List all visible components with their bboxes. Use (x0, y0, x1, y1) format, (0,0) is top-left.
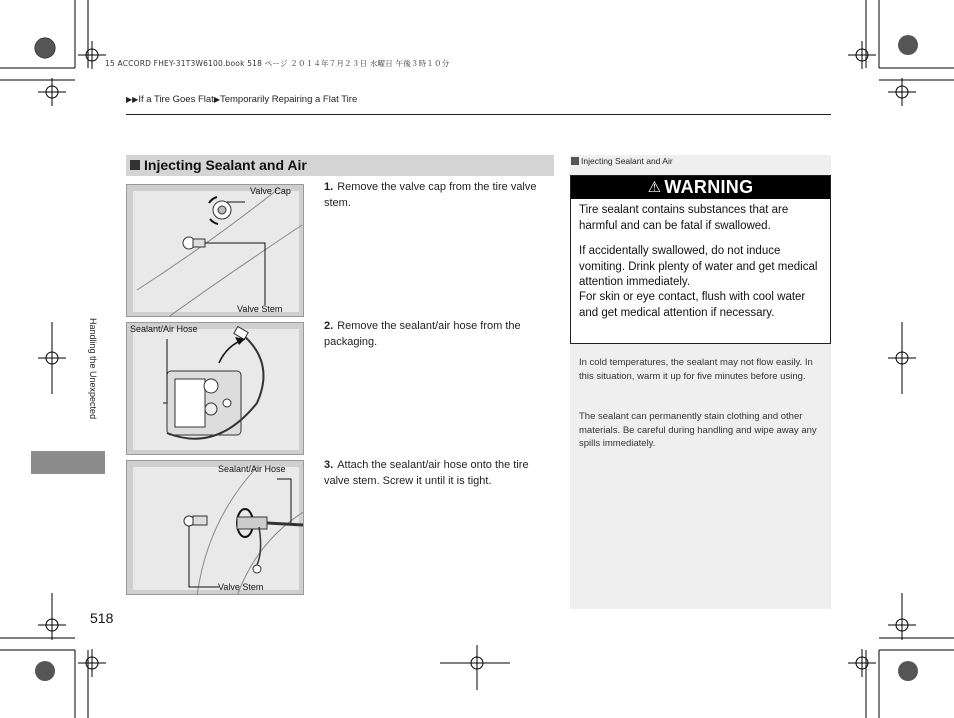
breadcrumb-arrows: ▶▶ (126, 95, 139, 104)
section-marker-icon (130, 160, 140, 170)
page-number: 518 (90, 610, 114, 626)
step-1 (324, 179, 554, 211)
valve-cap-illustration (127, 185, 304, 317)
step-number: 1. (324, 181, 334, 193)
chapter-label: Handling the Unexpected (88, 318, 98, 420)
breadcrumb-separator: ▶ (213, 95, 220, 104)
step-number: 3. (324, 459, 334, 471)
figure-valve-cap (126, 184, 304, 317)
warning-header (571, 176, 830, 199)
label-valve-stem: Valve Stem (237, 304, 283, 314)
step-text: Attach the sealant/air hose onto the tire valve stem. Screw it until it is tight. (324, 459, 529, 487)
warning-box (570, 175, 831, 344)
sealant-kit-illustration (127, 323, 304, 455)
figure-sealant-hose (126, 322, 304, 455)
reference-marker-icon (571, 157, 579, 165)
warning-title: WARNING (664, 177, 754, 197)
note-stain: The sealant can permanently stain clothing and other materials. Be careful during handling and wipe away any spills immediately. (579, 411, 817, 449)
label-sealant-air-hose: Sealant/Air Hose (130, 324, 198, 334)
section-header (126, 155, 554, 176)
label-sealant-air-hose: Sealant/Air Hose (218, 464, 286, 474)
label-valve-stem: Valve Stem (218, 582, 264, 592)
sidebar-heading: Injecting Sealant and Air (571, 156, 673, 166)
step-2 (324, 318, 554, 350)
chapter-tab[interactable] (31, 451, 105, 474)
section-title: Injecting Sealant and Air (144, 157, 307, 173)
warning-triangle-icon: ⚠ (647, 179, 662, 196)
warning-text: Tire sealant contains substances that are harmful and can be fatal if swallowed. (579, 204, 789, 232)
print-header: 15 ACCORD FHEY-31T3W6100.book 518 ページ ２０１４年７月２３日 水曜日 午後３時１０分 (105, 59, 450, 68)
breadcrumb-item-repair[interactable]: Temporarily Repairing a Flat Tire (219, 94, 358, 105)
warning-text: For skin or eye contact, flush with cool water and get medical attention if necessary. (579, 291, 806, 319)
figure-attach-hose (126, 460, 304, 595)
note-cold-temperature: In cold temperatures, the sealant may not flow easily. In this situation, warm it up for five minutes before using. (579, 357, 813, 382)
label-valve-cap: Valve Cap (250, 186, 291, 196)
header-rule (126, 114, 831, 115)
step-text: Remove the sealant/air hose from the packaging. (324, 320, 521, 348)
warning-text: If accidentally swallowed, do not induce vomiting. Drink plenty of water and get medical attention immediately. (579, 245, 818, 288)
breadcrumb-item-flat-tire[interactable]: If a Tire Goes Flat (138, 94, 214, 105)
step-number: 2. (324, 320, 334, 332)
step-3 (324, 457, 554, 489)
attach-hose-illustration (127, 461, 304, 595)
breadcrumb (126, 94, 357, 105)
step-text: Remove the valve cap from the tire valve stem. (324, 181, 537, 209)
